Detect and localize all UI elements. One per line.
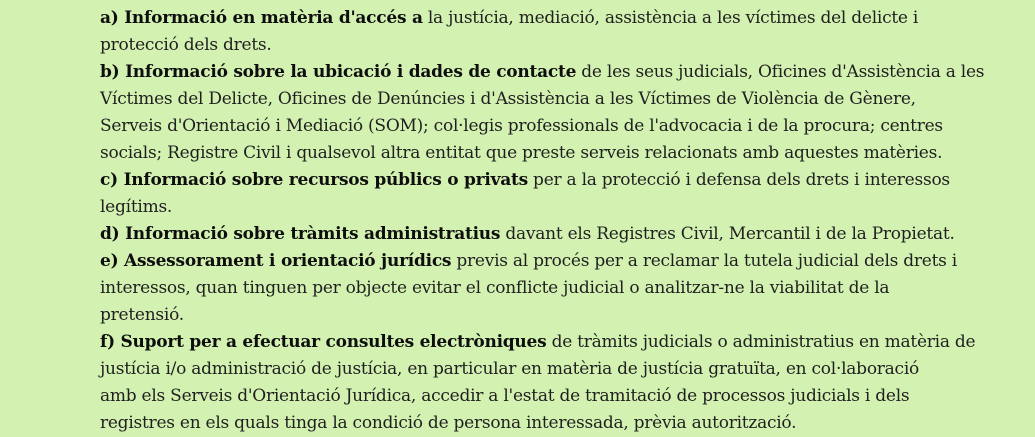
text-line-item-e-3: pretensió.: [100, 305, 184, 325]
item-e-label: e) Assessorament i orientació jurídics: [100, 251, 452, 271]
item-a-text: la justícia, mediació, assistència a les víctimes del delicte i: [422, 8, 919, 28]
item-b-label: b) Informació sobre la ubicació i dades de contacte: [100, 62, 577, 82]
item-b-text: de les seus judicials, Oficines d'Assistència a les: [576, 62, 985, 82]
item-f-text: de tràmits judicials o administratius en matèria de: [546, 332, 976, 352]
item-c-text: per a la protecció i defensa dels drets i interessos: [527, 170, 950, 190]
text-line-item-f-1: [100, 329, 976, 356]
text-line-item-b-1: [100, 59, 985, 86]
text-line-item-b-2: Víctimes del Delicte, Oficines de Denúncies i d'Assistència a les Víctimes de Violència de Gènere,: [100, 89, 916, 109]
text-line-item-f-3: amb els Serveis d'Orientació Jurídica, accedir a l'estat de tramitació de processos judicials i dels: [100, 386, 910, 406]
text-line-item-a-1: [100, 5, 925, 32]
text-line-item-c-1: [100, 167, 950, 194]
text-line-item-a-2: protecció dels drets.: [100, 35, 272, 55]
text-line-item-b-3: Serveis d'Orientació i Mediació (SOM); col·legis professionals de l'advocacia i de la procura; centres: [100, 116, 943, 136]
text-line-item-e-1: [100, 248, 957, 275]
item-c-label: c) Informació sobre recursos públics o privats: [100, 170, 528, 190]
item-f-label: f) Suport per a efectuar consultes electròniques: [100, 332, 547, 352]
text-line-item-b-4: socials; Registre Civil i qualsevol altra entitat que preste serveis relacionats amb aquestes matèries.: [100, 143, 943, 163]
text-line-item-e-2: interessos, quan tinguen per objecte evitar el conflicte judicial o analitzar-ne la viabilitat de la: [100, 278, 890, 298]
text-line-item-f-2: justícia i/o administració de justícia, en particular en matèria de justícia gratuïta, en col·laboració: [100, 359, 920, 379]
item-a-label: a) Informació en matèria d'accés a: [100, 8, 423, 28]
text-line-item-c-2: legítims.: [100, 197, 173, 217]
item-d-text: davant els Registres Civil, Mercantil i de la Propietat.: [500, 224, 955, 244]
item-d-label: d) Informació sobre tràmits administratius: [100, 224, 501, 244]
item-e-text: previs al procés per a reclamar la tutela judicial dels drets i: [451, 251, 957, 271]
text-line-item-d-1: [100, 221, 955, 248]
legal-text-block: [100, 5, 985, 437]
text-line-item-f-4-clipped: registres en els quals tinga la condició de persona interessada, prèvia autorització.: [100, 413, 797, 433]
